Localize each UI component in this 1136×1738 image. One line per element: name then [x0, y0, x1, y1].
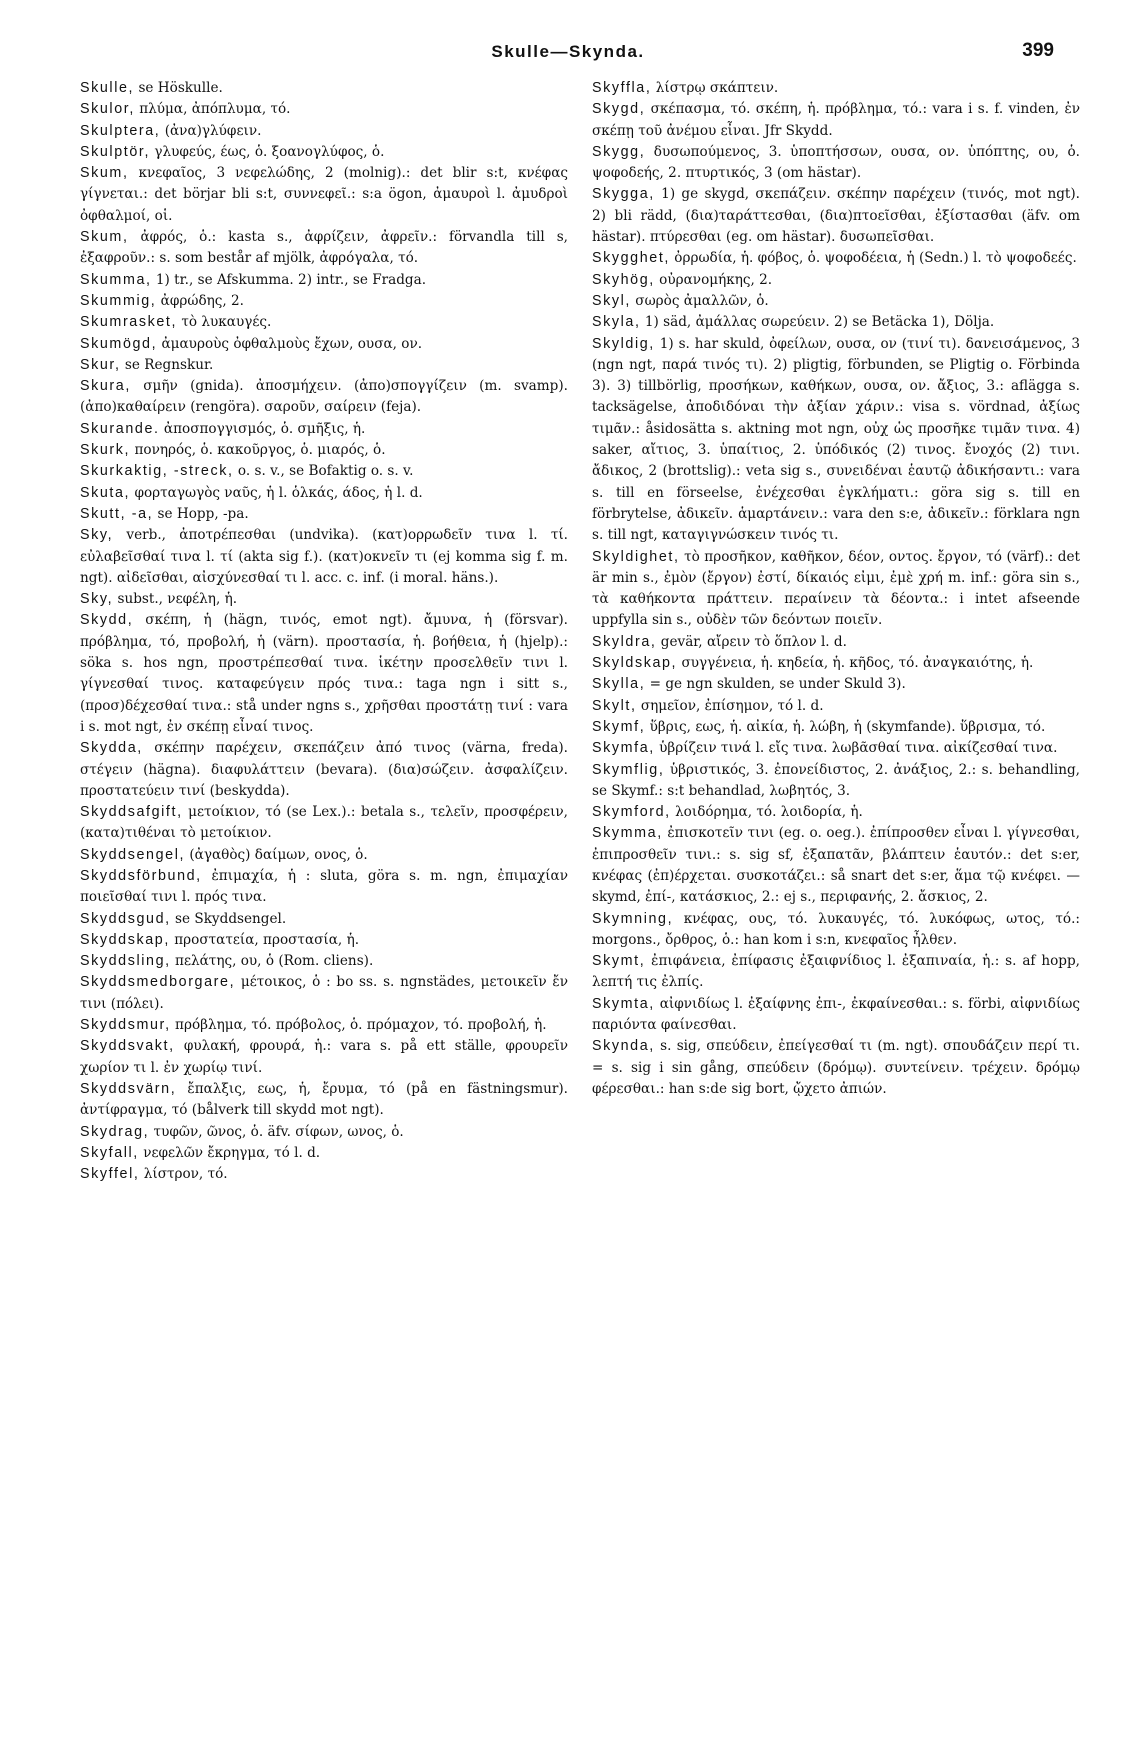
entry-definition: ἐπισκοτεῖν τινι (eg. o. oeg.). ἐπίπροσθεν εἶναι l. γίγνεσθαι, ἐπιπροσθεῖν τινι.: s. sig sf, ἐξαπατᾶν, βλάπτειν ἑαυτόν.: det s:er, κνέφας (ἐπ)έρχεται. συσκοτάζει.: så snart det s:er, ἅμα τῷ κνέφει. — skymd, ἐπί-, κατάσκιος, 2.: ej s., περιφανής, 2. ἄσκιος, 2.	[592, 825, 1080, 906]
entry-definition: 1) tr., se Afskumma. 2) intr., se Fradga.	[151, 271, 427, 288]
entry-headword: Skulptera,	[80, 122, 161, 139]
entry-definition: σημεῖον, ἐπίσημον, τό l. d.	[636, 697, 824, 714]
dictionary-entry	[592, 653, 1080, 674]
entry-headword: Skuta,	[80, 484, 131, 501]
entry-headword: Skydrag,	[80, 1123, 150, 1140]
entry-headword: Skulptör,	[80, 143, 151, 160]
entry-definition: πελάτης, ου, ὁ (Rom. cliens).	[170, 953, 374, 970]
entry-definition: αἰφνιδίως l. ἐξαίφνης ἐπι-, ἐκφαίνεσθαι.: s. förbi, αἰφνιδίως παριόντα φαίνεσθαι.	[592, 995, 1080, 1034]
dictionary-entry	[80, 419, 568, 440]
entry-headword: Skygd,	[592, 101, 646, 118]
dictionary-entry	[80, 163, 568, 227]
entry-headword: Skymford,	[592, 804, 671, 821]
entry-definition: = ge ngn skulden, se under Skuld 3).	[645, 676, 906, 693]
entry-definition: s. sig, σπεύδειν, ἐπείγεσθαί τι (m. ngt). σπουδάζειν περί τι. = s. sig i sin gång, σπεύδειν (δρόμῳ). συντείνειν. τρέχειν. δρόμῳ φέρεσθαι.: han s:de sig bort, ᾤχετο ἀπιών.	[592, 1038, 1080, 1097]
entry-definition: κνέφας, ους, τό. λυκαυγές, τό. λυκόφως, ωτος, τό.: morgons., ὄρθρος, ὁ.: han kom i s:n, κνεφαῖος ἦλθεν.	[592, 910, 1080, 948]
entry-definition: se Regnskur.	[120, 356, 214, 373]
entry-definition: se Hopp, -pa.	[153, 505, 249, 522]
dictionary-entry	[592, 823, 1080, 908]
dictionary-entry	[80, 610, 568, 738]
dictionary-entry	[80, 270, 568, 291]
entry-headword: Skyhög,	[592, 271, 655, 288]
dictionary-entry	[592, 334, 1080, 547]
dictionary-entry	[80, 355, 568, 376]
entry-definition: προστατεία, προστασία, ἡ.	[169, 931, 360, 948]
entry-headword: Skydda,	[80, 740, 143, 757]
dictionary-entry	[80, 461, 568, 482]
entry-definition: verb., ἀποτρέπεσθαι (undvika). (κατ)ορρωδεῖν τινα l. τί. εὐλαβεῖσθαί τινα l. τί (akta sig f.). (κατ)οκνεῖν τι (ej komma sig f. m. ngt). αἰδεῖσθαι, αἰσχύνεσθαί τι l. acc. c. inf. (i moral. häns.).	[80, 527, 568, 586]
dictionary-entry	[80, 1079, 568, 1122]
dictionary-entry	[80, 738, 568, 802]
entry-definition: ἀμαυροὺς ὀφθαλμοὺς ἔχων, ουσα, ον.	[157, 335, 423, 352]
dictionary-entry	[80, 312, 568, 333]
entry-headword: Skumrasket,	[80, 314, 178, 331]
entry-definition: σκέπασμα, τό. σκέπη, ἡ. πρόβλημα, τό.: vara i s. f. vinden, ἐν σκέπῃ τοῦ ἀνέμου εἶναι. Jfr Skydd.	[592, 101, 1080, 139]
dictionary-entry	[592, 270, 1080, 291]
dictionary-entry	[592, 248, 1080, 269]
entry-headword: Skyldra,	[592, 633, 657, 650]
entry-headword: Skygg,	[592, 143, 646, 160]
entry-definition: ἐπιμαχία, ἡ : sluta, göra s. m. ngn, ἐπιμαχίαν ποιεῖσθαί τινι l. πρός τινα.	[80, 867, 568, 906]
entry-definition: λοιδόρημα, τό. λοιδορία, ἡ.	[670, 804, 863, 821]
dictionary-entry	[592, 547, 1080, 632]
dictionary-entry	[80, 1036, 568, 1079]
dictionary-entry	[80, 802, 568, 845]
dictionary-entry	[80, 866, 568, 909]
entry-headword: Skyddsgud,	[80, 910, 171, 927]
entry-definition: ἀποσπογγισμός, ὁ. σμῆξις, ἡ.	[159, 420, 366, 437]
entry-definition: (ἀνα)γλύφειν.	[160, 122, 262, 139]
entry-definition: 1) s. har skuld, ὀφείλων, ουσα, ον (τινί τι). δανεισάμενος, 3 (ngn ngt, παρά τινός τι). 2) pligtig, förbunden, se Pligtig o. Förbinda 3). 3) tillbörlig, προσήκων, καθήκων, ουσα, ον. ἄξιος, 3.: aflägga s. tacksägelse, ἀποδιδόναι τὴν ἀξίαν χάριν.: visa s. vördnad, ἀξίως τιμᾶν.: åsidosätta s. aktning mot ngn, οὐχ ὡς προσῆκε τιμᾶν τινα. 4) saker, αἴτιος, 3. ὑπαίτιος, 2. ὑπόδικός (2) τινος. ἔνοχός (2) τινι. ἄδικος, 2 (brottslig).: veta sig s., συνειδέναι ἑαυτῷ ἀδικήσαντι.: vara s. till en förseelse, ἐνέχεσθαι ἐγκλήματι.: göra sig s. till en förbrytelse, ἀδικεῖν. ἁμαρτάνειν.: vara den s:e, ἀδικεῖν.: förklara ngn s. till ngt, καταγιγνώσκειν τινός τι.	[592, 335, 1080, 544]
dictionary-entry	[592, 674, 1080, 695]
entry-definition: ὀρρωδία, ἡ. φόβος, ὁ. ψοφοδέεια, ἡ (Sedn.) l. τὸ ψοφοδεές.	[669, 250, 1077, 267]
dictionary-entry	[80, 930, 568, 951]
entry-headword: Skyl,	[592, 292, 631, 309]
entry-definition: πονηρός, ὁ. κακοῦργος, ὁ. μιαρός, ὁ.	[130, 442, 386, 459]
entry-definition: τυφῶν, ῶνος, ὁ. äfv. σίφων, ωνος, ὁ.	[149, 1123, 404, 1140]
right-column	[592, 78, 1080, 1100]
entry-definition: ὑβρίζειν τινά l. εἴς τινα. λωβᾶσθαί τινα. αἰκίζεσθαί τινα.	[654, 740, 1058, 757]
dictionary-entry	[80, 909, 568, 930]
dictionary-entry	[592, 184, 1080, 248]
entry-definition: πλύμα, ἀπόπλυμα, τό.	[134, 101, 291, 118]
dictionary-entry	[80, 845, 568, 866]
entry-headword: Skumögd,	[80, 335, 158, 352]
dictionary-entry	[592, 738, 1080, 759]
dictionary-entry	[80, 99, 568, 120]
entry-definition: συγγένεια, ἡ. κηδεία, ἡ. κῆδος, τό. ἀναγκαιότης, ἡ.	[677, 655, 1034, 672]
entry-headword: Skymfa,	[592, 740, 655, 757]
dictionary-entry	[592, 142, 1080, 185]
entry-definition: οὐρανομήκης, 2.	[654, 271, 773, 288]
entry-definition: (ἀγαθὸς) δαίμων, ονος, ὁ.	[185, 846, 368, 863]
entry-headword: Skyla,	[592, 314, 641, 331]
left-column	[80, 78, 568, 1185]
dictionary-entry	[592, 312, 1080, 333]
dictionary-entry	[592, 632, 1080, 653]
dictionary-entry	[592, 99, 1080, 142]
dictionary-entry	[592, 1036, 1080, 1100]
entry-definition: κνεφαῖος, 3 νεφελώδης, 2 (molnig).: det blir s:t, κνέφας γίγνεται.: det börjar bli s:t, συννεφεῖ.: s:a ögon, ἀμαυροὶ l. ἀμυδροὶ ὀφθαλμοί, οἱ.	[80, 165, 568, 224]
dictionary-entry	[80, 589, 568, 610]
entry-headword: Skum,	[80, 229, 129, 246]
entry-definition: o. s. v., se Bofaktig o. s. v.	[233, 463, 414, 480]
entry-headword: Skyddsling,	[80, 953, 171, 970]
dictionary-entry	[80, 440, 568, 461]
entry-headword: Skyddsmur,	[80, 1017, 171, 1034]
entry-headword: Skyddsmedborgare,	[80, 974, 236, 991]
entry-headword: Skynda,	[592, 1038, 655, 1055]
entry-definition: λίστρον, τό.	[139, 1166, 228, 1183]
entry-headword: Skurkaktig, -streck,	[80, 463, 234, 480]
entry-headword: Skyldighet,	[592, 548, 680, 565]
dictionary-entry	[80, 483, 568, 504]
dictionary-entry	[80, 334, 568, 355]
entry-headword: Skur,	[80, 356, 121, 373]
entry-definition: σμῆν (gnida). ἀποσμήχειν. (ἀπο)σπογγίζειν (m. svamp). (ἀπο)καθαίρειν (rengöra). σαροῦν, σαίρειν (feja).	[80, 378, 568, 416]
entry-headword: Skum,	[80, 165, 129, 182]
entry-headword: Skyldig,	[592, 335, 655, 352]
entry-definition: γλυφεύς, έως, ὁ. ξοανογλύφος, ὁ.	[150, 143, 385, 160]
dictionary-entry	[80, 78, 568, 99]
dictionary-entry	[592, 696, 1080, 717]
dictionary-entry	[80, 1143, 568, 1164]
entry-definition: φορταγωγὸς ναῦς, ἡ l. ὁλκάς, άδος, ἡ l. d.	[130, 484, 423, 501]
entry-definition: se Skyddsengel.	[170, 910, 287, 927]
entry-definition: πρόβλημα, τό. πρόβολος, ὁ. πρόμαχον, τό. προβολή, ἡ.	[170, 1017, 547, 1034]
entry-headword: Skymma,	[592, 825, 663, 842]
dictionary-entry	[80, 525, 568, 589]
dictionary-entry	[592, 951, 1080, 994]
page-number: 399	[1022, 40, 1054, 61]
entry-headword: Skymta,	[592, 995, 655, 1012]
entry-headword: Skygghet,	[592, 250, 670, 267]
entry-definition: σωρὸς ἀμαλλῶν, ὁ.	[630, 292, 769, 309]
dictionary-entry	[80, 1122, 568, 1143]
dictionary-entry	[80, 142, 568, 163]
entry-headword: Skymt,	[592, 953, 646, 970]
entry-headword: Sky,	[80, 527, 114, 544]
dictionary-entry	[80, 291, 568, 312]
entry-headword: Skurande.	[80, 420, 160, 437]
entry-definition: ὑβριστικός, 3. ἐπονείδιστος, 2. ἀνάξιος, 2.: s. behandling, se Skymf.: s:t behandlad, λωβητός, 3.	[592, 761, 1080, 799]
entry-definition: subst., νεφέλη, ἡ.	[113, 591, 238, 608]
entry-headword: Skulle,	[80, 80, 135, 96]
dictionary-entry	[592, 78, 1080, 99]
entry-definition: μέτοικος, ὁ : bo ss. s. ngnstädes, μετοικεῖν ἔν τινι (πόλει).	[80, 974, 568, 1012]
entry-headword: Skylt,	[592, 697, 637, 714]
running-title: Skulle—Skynda.	[491, 42, 645, 61]
entry-definition: τὸ προσῆκον, καθῆκον, δέον, οντος. ἔργον, τό (värf).: det är min s., ἐμὸν (ἔργον) ἐστί, δίκαιός εἰμι, ἐμὲ χρή m. inf.: göra sin s., τὰ καθήκοντα πράττειν. περαίνειν τὰ δέοντα.: i intet afseende uppfylla sin s., οὐδὲν τῶν δεόντων ποιεῖν.	[592, 548, 1080, 629]
dictionary-entry	[592, 760, 1080, 803]
entry-definition: se Höskulle.	[134, 80, 223, 96]
entry-headword: Skydd,	[80, 612, 134, 629]
dictionary-entry	[592, 802, 1080, 823]
entry-definition: τὸ λυκαυγές.	[177, 314, 272, 331]
dictionary-entry	[80, 1164, 568, 1185]
entry-definition: σκέπην παρέχειν, σκεπάζειν ἀπό τινος (värna, freda). στέγειν (hägna). διαφυλάττειν (bevara). (δια)σώζειν. ἀσφαλίζειν. προστατεύειν τινί (beskydda).	[80, 740, 568, 799]
entry-headword: Skylla,	[592, 676, 646, 693]
entry-headword: Skygga,	[592, 186, 655, 203]
entry-headword: Skymning,	[592, 910, 674, 927]
dictionary-entry	[592, 994, 1080, 1037]
entry-definition: δυσωπούμενος, 3. ὑποπτήσσων, ουσα, ον. ὑπόπτης, ου, ὁ. ψοφοδεής, 2. πτυρτικός, 3 (om hästar).	[592, 143, 1080, 182]
dictionary-entry	[80, 504, 568, 525]
entry-headword: Skyfall,	[80, 1144, 139, 1161]
dictionary-entry	[80, 227, 568, 270]
entry-headword: Skymflig,	[592, 761, 665, 778]
entry-definition: ἀφρός, ὁ.: kasta s., ἀφρίζειν, ἀφρεῖν.: förvandla till s, ἐξαφροῦν.: s. som består af mjölk, ἀφρόγαλα, τό.	[80, 229, 568, 267]
dictionary-entry	[592, 291, 1080, 312]
entry-headword: Skyddsvärn,	[80, 1080, 177, 1097]
entry-headword: Skyddsengel,	[80, 846, 186, 863]
entry-definition: νεφελῶν ἔκρηγμα, τό l. d.	[138, 1144, 321, 1161]
entry-headword: Skyddsafgift,	[80, 804, 183, 821]
entry-definition: ὕβρις, εως, ἡ. αἰκία, ἡ. λώβη, ἡ (skymfande). ὕβρισμα, τό.	[645, 718, 1046, 735]
entry-headword: Sky,	[80, 591, 114, 608]
entry-headword: Skyffel,	[80, 1166, 140, 1183]
entry-headword: Skulor,	[80, 101, 135, 118]
entry-definition: μετοίκιον, τό (se Lex.).: betala s., τελεῖν, προσφέρειν, (κατα)τιθέναι τὸ μετοίκιον.	[80, 804, 568, 842]
entry-headword: Skutt, -a,	[80, 505, 154, 522]
entry-definition: λίστρῳ σκάπτειν.	[651, 80, 779, 96]
entry-headword: Skurk,	[80, 442, 131, 459]
entry-headword: Skyddsförbund,	[80, 867, 202, 884]
entry-headword: Skummig,	[80, 292, 157, 309]
entry-definition: ἐπιφάνεια, ἐπίφασις ἐξαιφνίδιος l. ἐξαπιναία, ἡ.: s. af hopp, λεπτή τις ἐλπίς.	[592, 953, 1080, 991]
dictionary-entry	[80, 376, 568, 419]
entry-definition: ἔπαλξις, εως, ἡ, ἔρυμα, τό (på en fästningsmur). ἀντίφραγμα, τό (bålverk till skydd mot ngt).	[80, 1080, 568, 1119]
entry-headword: Skymf,	[592, 718, 646, 735]
dictionary-entry	[80, 121, 568, 142]
entry-headword: Skyddskap,	[80, 931, 170, 948]
entry-headword: Skura,	[80, 378, 131, 395]
running-head	[60, 42, 1076, 70]
dictionary-entry	[592, 717, 1080, 738]
entry-headword: Skyddsvakt,	[80, 1038, 175, 1055]
dictionary-entry	[80, 972, 568, 1015]
dictionary-entry	[80, 1015, 568, 1036]
dictionary-entry	[592, 909, 1080, 952]
entry-headword: Skyldskap,	[592, 655, 678, 672]
dictionary-entry	[80, 951, 568, 972]
entry-definition: ἀφρώδης, 2.	[156, 292, 245, 309]
entry-definition: 1) ge skygd, σκεπάζειν. σκέπην παρέχειν (τινός, mot ngt). 2) bli rädd, (δια)ταράττεσθαι, (δια)πτοεῖσθαι, ἐξίστασθαι (äfv. om hästar). πτύρεσθαι (eg. om hästar). δυσωπεῖσθαι.	[592, 186, 1080, 246]
entry-definition: φυλακή, φρουρά, ἡ.: vara s. på ett ställe, φρουρεῖν χωρίον τι l. ἐν χωρίῳ τινί.	[80, 1038, 568, 1076]
entry-definition: 1) säd, ἀμάλλας σωρεύειν. 2) se Betäcka 1), Dölja.	[640, 314, 995, 331]
entry-definition: σκέπη, ἡ (hägn, τινός, emot ngt). ἄμυνα, ἡ (försvar). πρόβλημα, τό, προβολή, ἡ (värn). προστασία, ἡ. βοήθεια, ἡ (hjelp).: söka s. hos ngn, προστρέπεσθαί τινα. ἱκέτην προσελθεῖν τινι l. γίγνεσθαί τινος. καταφεύγειν πρός τινα.: taga ngn i sitt s., (προσ)δέχεσθαί τινα.: stå under ngns s., χρῆσθαι προστάτῃ τινί : vara i s. mot ngt, ἐν σκέπῃ εἶναί τινος.	[80, 612, 568, 735]
entry-headword: Skyffla,	[592, 80, 652, 96]
entry-headword: Skumma,	[80, 271, 152, 288]
entry-definition: gevär, αἴρειν τὸ ὅπλον l. d.	[656, 633, 847, 650]
